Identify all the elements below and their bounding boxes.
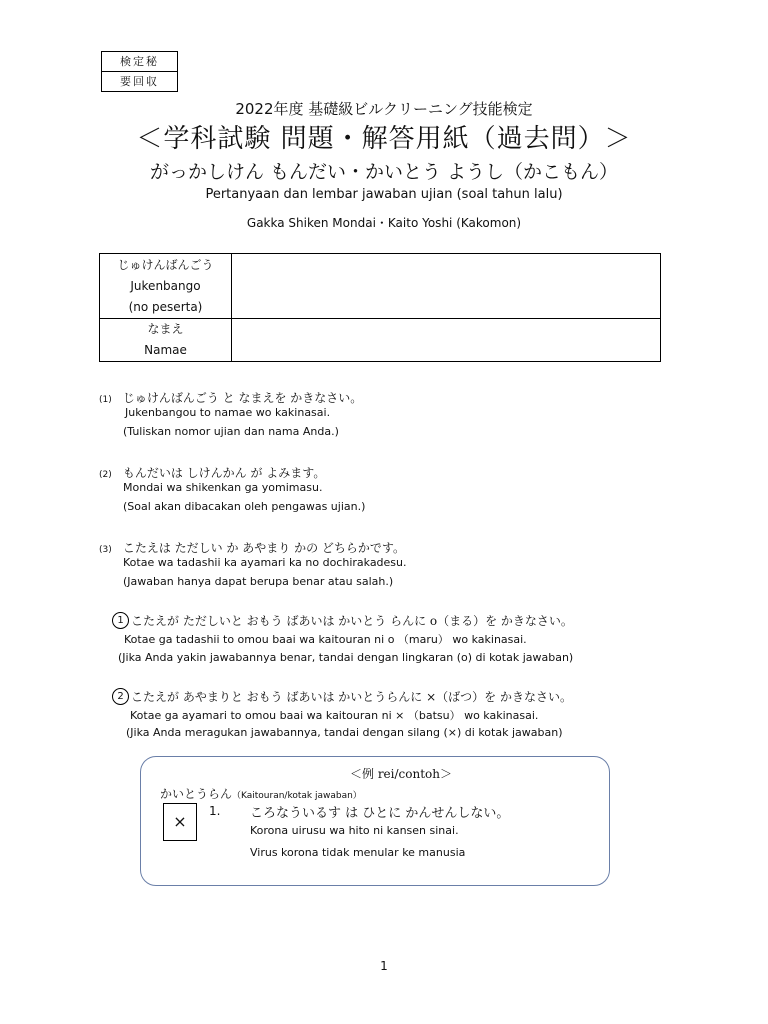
instruction-3-id: (Jawaban hanya dapat berupa benar atau salah.) [123, 575, 394, 588]
exam-number-label [100, 254, 232, 319]
answer-column-label [160, 783, 362, 802]
page-heading-kana: がっかしけん もんだい・かいとう ようし（かこもん） [149, 161, 619, 183]
rule-1 [112, 610, 573, 629]
exam-number-label-kana: じゅけんばんごう [117, 257, 214, 272]
answer-box[interactable] [163, 803, 197, 841]
exam-number-field[interactable] [232, 254, 661, 319]
instruction-2-jp: もんだいは しけんかん が よみます。 [122, 466, 326, 480]
instruction-1 [99, 387, 362, 406]
rule-1-id: (Jika Anda yakin jawabannya benar, tandai dengan lingkaran (o) di kotak jawaban) [118, 651, 574, 664]
page-heading-indonesian: Pertanyaan dan lembar jawaban ujian (soal tahun lalu) [205, 187, 563, 202]
exam-title: 2022年度 基礎級ビルクリーニング技能検定 [235, 100, 533, 118]
exam-number-label-romaji: Jukenbango [130, 278, 201, 293]
answer-column-label-jp: かいとうらん [160, 787, 233, 801]
rule-1-romaji: Kotae ga tadashii to omou baai wa kaitouran ni o （maru） wo kakinasai. [124, 633, 527, 646]
rule-2-id: (Jika Anda meragukan jawabannya, tandai dengan silang (×) di kotak jawaban) [126, 726, 563, 739]
example-question-romaji: Korona uirusu wa hito ni kansen sinai. [250, 824, 459, 837]
circled-number-1: 1 [112, 612, 129, 629]
confidential-stamp [101, 51, 178, 92]
rule-2-romaji: Kotae ga ayamari to omou baai wa kaitouran ni × （batsu） wo kakinasai. [130, 709, 539, 722]
instruction-1-id: (Tuliskan nomor ujian dan nama Anda.) [123, 425, 339, 438]
page-heading-romaji: Gakka Shiken Mondai・Kaito Yoshi (Kakomon) [246, 216, 522, 230]
answer-column-label-romaji: （Kaitouran/kotak jawaban） [232, 791, 362, 801]
name-label [100, 319, 232, 362]
circled-number-2: 2 [112, 688, 129, 705]
name-label-kana: なまえ [147, 322, 184, 336]
instruction-3-jp: こたえは ただしい か あやまり かの どちらかです。 [122, 541, 405, 555]
example-title: ＜例 rei/contoh＞ [350, 767, 452, 781]
stamp-top: 検定秘 [120, 55, 159, 68]
instruction-2-number: (2) [99, 470, 112, 480]
instruction-3-number: (3) [99, 545, 112, 555]
page-number: 1 [380, 959, 388, 973]
instruction-3 [99, 537, 405, 556]
exam-number-label-id: (no peserta) [128, 299, 203, 314]
rule-2-jp: こたえが あやまりと おもう ばあいは かいとうらんに ×（ばつ）を かきなさい。 [131, 690, 572, 704]
examinee-info-table [99, 253, 661, 362]
page-heading: ＜学科試験 問題・解答用紙（過去問）＞ [136, 124, 632, 154]
name-field[interactable] [232, 319, 661, 362]
instruction-2 [99, 462, 325, 481]
example-question-number: 1. [209, 804, 221, 818]
name-label-romaji: Namae [144, 343, 187, 357]
rule-1-jp: こたえが ただしいと おもう ばあいは かいとう らんに o（まる）を かきなさい。 [131, 614, 573, 628]
cross-mark-icon: × [173, 812, 187, 831]
stamp-bottom: 要回収 [102, 71, 177, 91]
instruction-2-romaji: Mondai wa shikenkan ga yomimasu. [123, 481, 323, 494]
instruction-1-number: (1) [99, 395, 112, 405]
instruction-3-romaji: Kotae wa tadashii ka ayamari ka no dochirakadesu. [123, 556, 407, 569]
instruction-2-id: (Soal akan dibacakan oleh pengawas ujian.) [123, 500, 366, 513]
example-question-id: Virus korona tidak menular ke manusia [250, 846, 466, 859]
instruction-1-romaji: Jukenbangou to namae wo kakinasai. [125, 406, 331, 419]
example-question-jp: ころなういるす は ひとに かんせんしない。 [250, 806, 510, 821]
instruction-1-jp: じゅけんばんごう と なまえを かきなさい。 [122, 391, 363, 405]
rule-2 [112, 686, 572, 705]
